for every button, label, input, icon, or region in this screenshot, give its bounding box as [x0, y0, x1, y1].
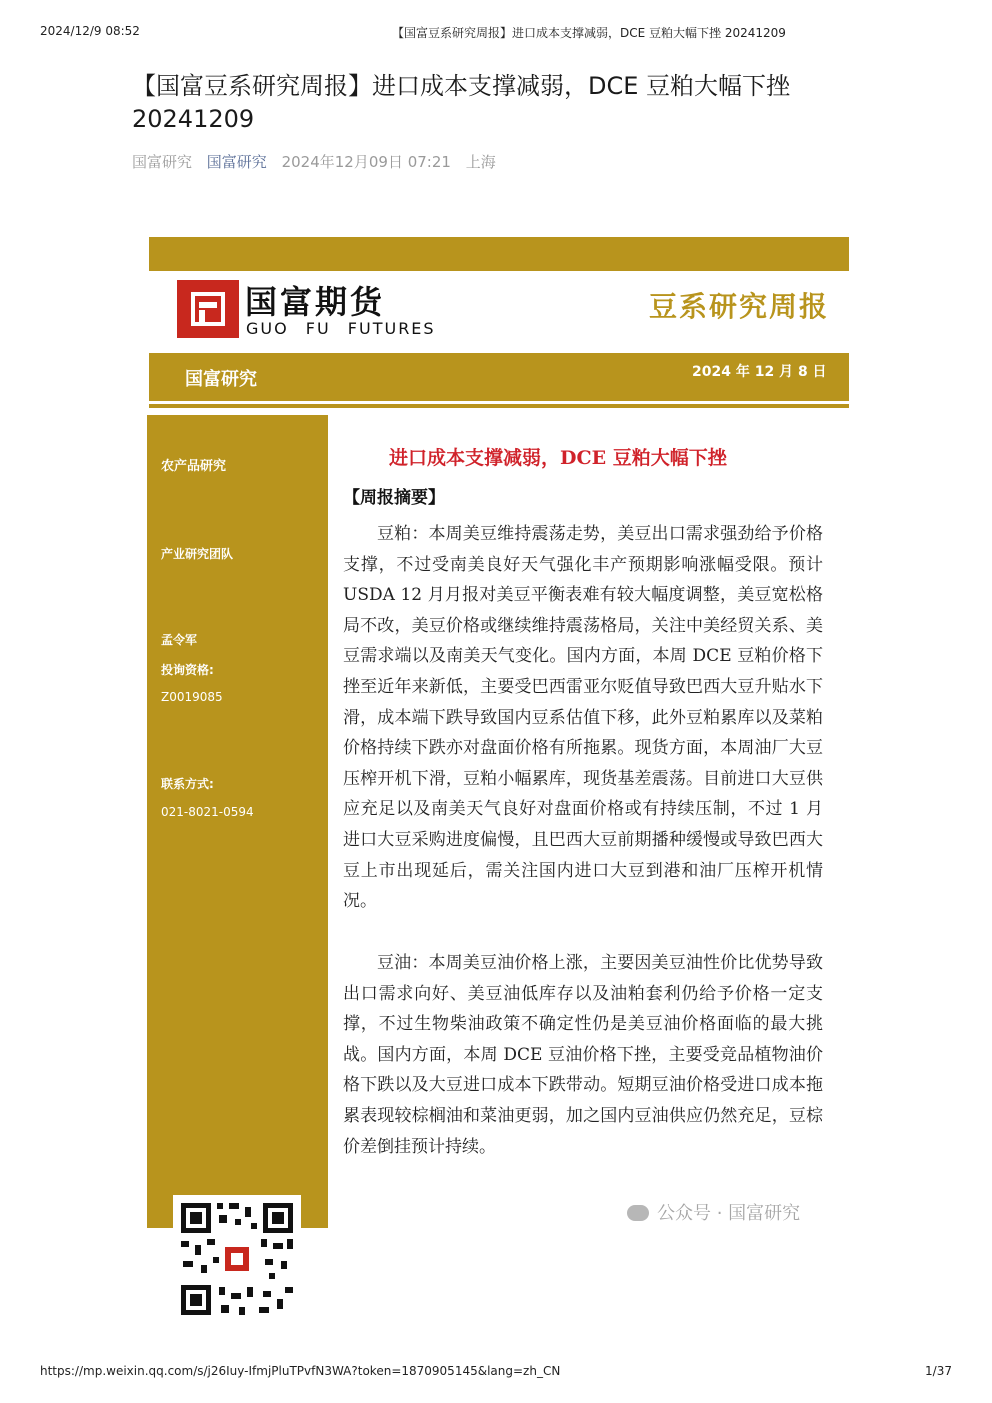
watermark-text: 公众号 · 国富研究: [657, 1203, 801, 1224]
sidebar-qualification-number: Z0019085: [161, 690, 223, 704]
article-title: 【国富豆系研究周报】进口成本支撑减弱，DCE 豆粕大幅下挫 20241209: [132, 72, 791, 133]
guofu-logo-icon: [177, 280, 239, 338]
sidebar-qualification-label: 投询资格:: [161, 663, 214, 677]
logo-chinese-name: 国富期货: [245, 283, 386, 321]
publish-location: 上海: [465, 153, 496, 171]
account-name-link[interactable]: 国富研究: [206, 153, 267, 171]
qr-code-icon: [173, 1195, 301, 1323]
paragraph-soymeal: 豆粕：本周美豆维持震荡走势，美豆出口需求强劲给予价格支撑，不过受南美良好天气强化丰产预期影响涨幅受限。预计 USDA 12 月月报对美豆平衡表难有较大幅度调整，美豆宽松格局不改，美豆价格或继续维持震荡格局，关注中美经贸关系、美豆需求端以及南美天气变化。国内方面，本周 DCE 豆粕价格下挫至近年来新低，主要受巴西雷亚尔贬值导致巴西大豆升贴水下滑，成本端下跌导致国内豆系估值下移，此外豆粕累库以及菜粕价格持续下跌亦对盘面价格有所拖累。现货方面，本周油厂大豆压榨开机下滑，豆粕小幅累库，现货基差震荡。目前进口大豆供应充足以及南美天气良好对盘面价格或有持续压制，不过 1 月进口大豆采购进度偏慢，且巴西大豆前期播种缓慢或导致巴西大豆上市出现延后，需关注国内进口大豆到港和油厂压榨开机情况。: [343, 524, 823, 912]
wechat-icon: [627, 1205, 649, 1221]
sidebar-section: 农产品研究: [161, 459, 227, 474]
report-date: 2024 年 12 月 8 日: [692, 364, 827, 380]
article-author: 国富研究: [132, 153, 193, 171]
logo-english-name: GUO FU FUTURES: [246, 319, 436, 338]
print-header: [40, 24, 952, 44]
top-gold-band: [149, 237, 849, 271]
sidebar-team: 产业研究团队: [161, 547, 234, 561]
sidebar-phone: 021-8021-0594: [161, 805, 254, 819]
summary-label: 【周报摘要】: [343, 488, 445, 508]
footer-page-number: 1/37: [925, 1364, 952, 1378]
paragraph-soyoil: 豆油：本周美豆油价格上涨，主要因美豆油性价比优势导致出口需求向好、美豆油低库存以及油粕套利仍给予价格一定支撑，不过生物柴油政策不确定性仍是美豆油价格面临的最大挑战。国内方面，本周 DCE 豆油价格下挫，主要受竞品植物油价格下跌以及大豆进口成本下跌带动。短期豆油价格受进口成本拖累表现较棕榈油和菜油更弱，加之国内豆油供应仍然充足，豆棕价差倒挂预计持续。: [343, 953, 823, 1157]
publish-time: 2024年12月09日 07:21: [281, 153, 451, 171]
divider: [149, 404, 849, 408]
research-band-label: 国富研究: [185, 369, 257, 390]
report-page-image: [147, 237, 849, 1229]
sidebar-contact-label: 联系方式:: [161, 777, 214, 791]
print-title: 【国富豆系研究周报】进口成本支撑减弱，DCE 豆粕大幅下挫 20241209: [392, 26, 786, 40]
footer-url: https://mp.weixin.qq.com/s/j26Iuy-IfmjPluTPvfN3WA?token=1870905145&lang=zh_CN: [40, 1364, 561, 1378]
article-meta: [132, 151, 506, 172]
wechat-watermark: [627, 1199, 800, 1225]
report-sidebar: [147, 415, 328, 1228]
report-type-title: 豆系研究周报: [649, 290, 830, 323]
report-headline: 进口成本支撑减弱，DCE 豆粕大幅下挫: [389, 447, 727, 469]
print-datetime: 2024/12/9 08:52: [40, 24, 140, 38]
sidebar-analyst: 孟令军: [161, 633, 198, 647]
